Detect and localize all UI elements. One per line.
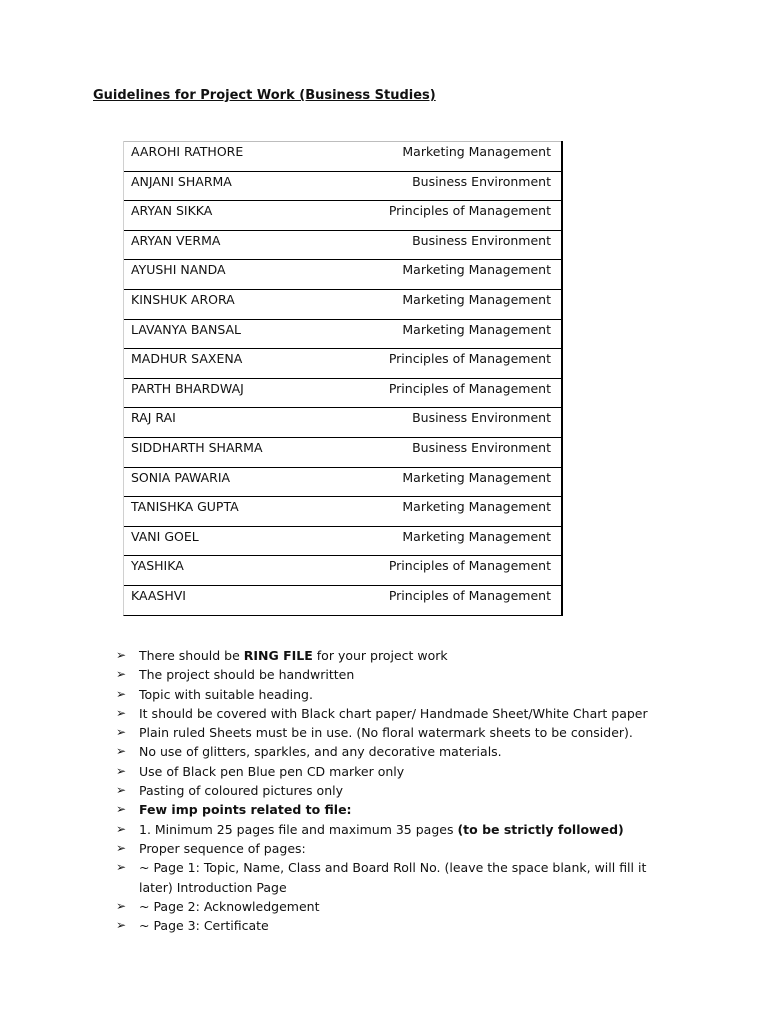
- bullet-text-bold: Few imp points related to file:: [139, 802, 352, 818]
- list-item: [116, 781, 716, 800]
- table-row: [124, 585, 561, 615]
- project-topic: Marketing Management: [402, 321, 551, 337]
- arrow-right-icon: ➢: [116, 648, 127, 662]
- student-name: YASHIKA: [131, 558, 184, 574]
- project-topic: Marketing Management: [402, 262, 551, 278]
- arrow-right-icon: ➢: [116, 705, 127, 720]
- table-row: [124, 437, 561, 467]
- bullet-text: The project should be handwritten: [139, 667, 355, 683]
- bullet-text: 1. Minimum 25 pages file and maximum 35 pages: [139, 821, 458, 837]
- table-row: [124, 200, 561, 230]
- table-row: [124, 378, 561, 408]
- bullet-text: ~ Page 2: Acknowledgement: [139, 898, 320, 914]
- student-name: ANJANI SHARMA: [131, 173, 232, 189]
- project-topic: Business Environment: [412, 232, 551, 248]
- student-name: MADHUR SAXENA: [131, 351, 243, 367]
- table-row: [124, 496, 561, 526]
- table-row: [124, 141, 561, 171]
- bullet-text: ~ Page 1: Topic, Name, Class and Board Roll No. (leave the space blank, will fill it later) Introduction Page: [139, 860, 647, 895]
- list-item: [116, 839, 716, 858]
- bullet-text: Topic with suitable heading.: [139, 686, 313, 702]
- project-topic: Marketing Management: [402, 499, 551, 515]
- project-topic: Business Environment: [412, 439, 551, 455]
- bullet-text: No use of glitters, sparkles, and any decorative materials.: [139, 744, 502, 760]
- list-item: [116, 704, 716, 723]
- project-topic: Principles of Management: [388, 587, 551, 603]
- arrow-right-icon: ➢: [116, 918, 127, 933]
- project-topic: Principles of Management: [388, 351, 551, 367]
- project-topic: Business Environment: [412, 173, 551, 189]
- list-item: [116, 665, 716, 684]
- arrow-right-icon: ➢: [116, 821, 127, 836]
- student-name: SONIA PAWARIA: [131, 469, 231, 485]
- project-topic: Marketing Management: [402, 528, 551, 544]
- bullet-text: ~ Page 3: Certificate: [139, 918, 269, 934]
- guidelines-list: [116, 646, 716, 935]
- list-item: [116, 723, 716, 742]
- table-row: [124, 319, 561, 349]
- arrow-right-icon: ➢: [116, 686, 127, 701]
- table-row: [124, 526, 561, 556]
- arrow-right-icon: ➢: [116, 860, 127, 875]
- list-item: [116, 820, 716, 839]
- list-item: [116, 858, 654, 897]
- bullet-text: Plain ruled Sheets must be in use. (No floral watermark sheets to be consider).: [139, 725, 633, 741]
- project-topic: Principles of Management: [388, 380, 551, 396]
- page-title: Guidelines for Project Work (Business Studies): [93, 88, 436, 103]
- arrow-right-icon: ➢: [116, 725, 127, 740]
- arrow-right-icon: ➢: [116, 802, 127, 817]
- project-topic: Marketing Management: [402, 291, 551, 307]
- project-topic: Principles of Management: [388, 558, 551, 574]
- list-item: [116, 762, 716, 781]
- arrow-right-icon: ➢: [116, 667, 127, 682]
- list-item: [116, 916, 716, 935]
- arrow-right-icon: ➢: [116, 898, 127, 913]
- project-topic: Principles of Management: [388, 203, 551, 219]
- student-name: TANISHKA GUPTA: [131, 499, 239, 515]
- bullet-text: Use of Black pen Blue pen CD marker only: [139, 763, 405, 779]
- bullet-text: Proper sequence of pages:: [139, 840, 306, 856]
- arrow-right-icon: ➢: [116, 744, 127, 759]
- project-topic: Business Environment: [412, 410, 551, 426]
- table-row: [124, 230, 561, 260]
- student-name: SIDDHARTH SHARMA: [131, 439, 263, 455]
- student-name: KAASHVI: [131, 587, 186, 603]
- student-name: RAJ RAI: [131, 410, 176, 426]
- table-row: [124, 467, 561, 497]
- table-row: [124, 407, 561, 437]
- list-item: [116, 800, 716, 819]
- arrow-right-icon: ➢: [116, 783, 127, 798]
- arrow-right-icon: ➢: [116, 840, 127, 855]
- list-item: [116, 897, 716, 916]
- list-item: [116, 742, 716, 761]
- project-topic: Marketing Management: [402, 144, 551, 159]
- student-name: KINSHUK ARORA: [131, 291, 235, 307]
- arrow-right-icon: ➢: [116, 763, 127, 778]
- table-row: [124, 555, 561, 585]
- table-row: [124, 171, 561, 201]
- student-name: AAROHI RATHORE: [131, 144, 244, 159]
- project-topic: Marketing Management: [402, 469, 551, 485]
- bullet-text-bold: (to be strictly followed): [457, 821, 624, 837]
- list-item: [116, 646, 716, 665]
- student-name: ARYAN SIKKA: [131, 203, 213, 219]
- student-name: VANI GOEL: [131, 528, 199, 544]
- student-topic-table: [123, 141, 563, 616]
- student-name: AYUSHI NANDA: [131, 262, 226, 278]
- bullet-text: Pasting of coloured pictures only: [139, 783, 343, 799]
- student-name: LAVANYA BANSAL: [131, 321, 242, 337]
- table-row: [124, 289, 561, 319]
- bullet-text-bold: RING FILE: [243, 648, 313, 663]
- table-row: [124, 348, 561, 378]
- table-row: [124, 259, 561, 289]
- bullet-text: It should be covered with Black chart paper/ Handmade Sheet/White Chart paper: [139, 705, 648, 721]
- student-name: ARYAN VERMA: [131, 232, 221, 248]
- list-item: [116, 685, 716, 704]
- student-name: PARTH BHARDWAJ: [131, 380, 244, 396]
- bullet-text: There should be: [139, 648, 244, 663]
- bullet-text: for your project work: [312, 648, 448, 663]
